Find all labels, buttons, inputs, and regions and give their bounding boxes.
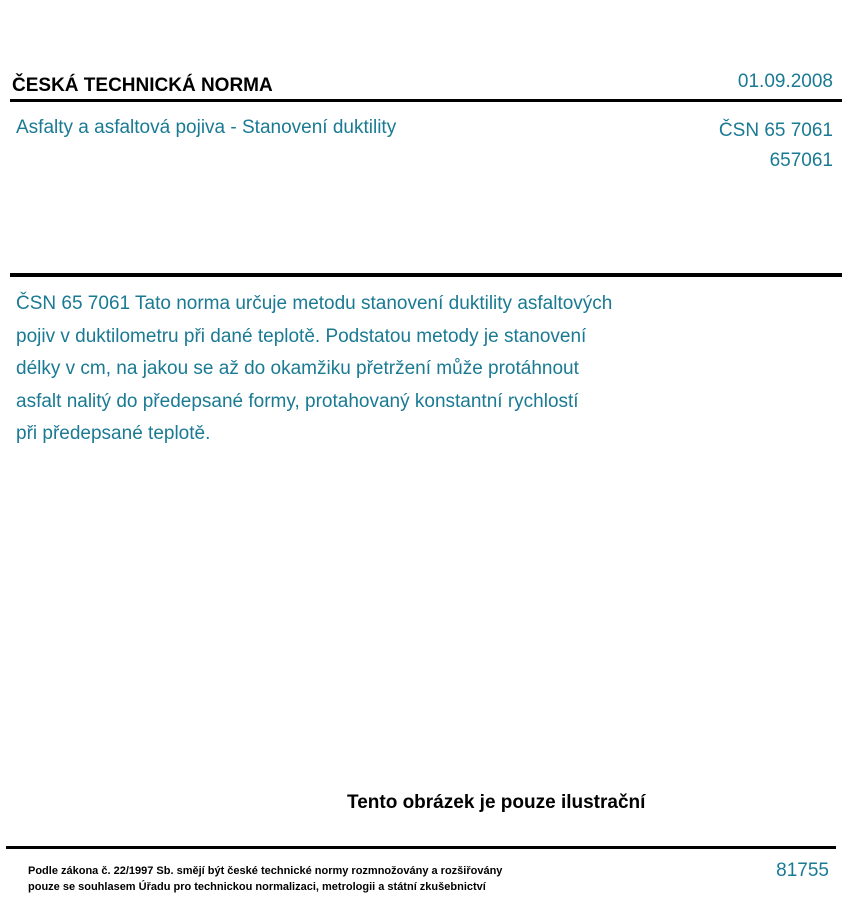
footer-divider xyxy=(6,846,836,849)
illustrative-notice: Tento obrázek je pouze ilustrační xyxy=(347,792,646,813)
standard-subject: Asfalty a asfaltová pojiva - Stanovení duktility xyxy=(16,117,397,138)
abstract-line: asfalt nalitý do předepsané formy, protahovaný konstantní rychlostí xyxy=(16,390,579,412)
classification-number: 657061 xyxy=(769,150,833,171)
standard-identifiers xyxy=(719,116,833,176)
catalog-number: 81755 xyxy=(776,860,829,881)
section-divider xyxy=(10,273,842,277)
document-title: ČESKÁ TECHNICKÁ NORMA xyxy=(12,75,273,96)
abstract-line: ČSN 65 7061 Tato norma určuje metodu stanovení duktility asfaltových xyxy=(16,293,613,314)
publication-date: 01.09.2008 xyxy=(737,71,833,92)
abstract-line: délky v cm, na jakou se až do okamžiku přetržení může protáhnout xyxy=(16,358,579,380)
header-divider xyxy=(10,99,842,102)
abstract-line: při předepsané teplotě. xyxy=(16,423,211,445)
legal-line: pouze se souhlasem Úřadu pro technickou normalizaci, metrologii a státní zkušebnictví xyxy=(28,881,486,893)
legal-line: Podle zákona č. 22/1997 Sb. smějí být české technické normy rozmnožovány a rozšiřovány xyxy=(28,865,503,877)
standard-code: ČSN 65 7061 xyxy=(718,120,833,141)
legal-notice xyxy=(28,863,502,895)
abstract-text xyxy=(16,288,716,451)
abstract-line: pojiv v duktilometru při dané teplotě. Podstatou metody je stanovení xyxy=(16,325,587,347)
